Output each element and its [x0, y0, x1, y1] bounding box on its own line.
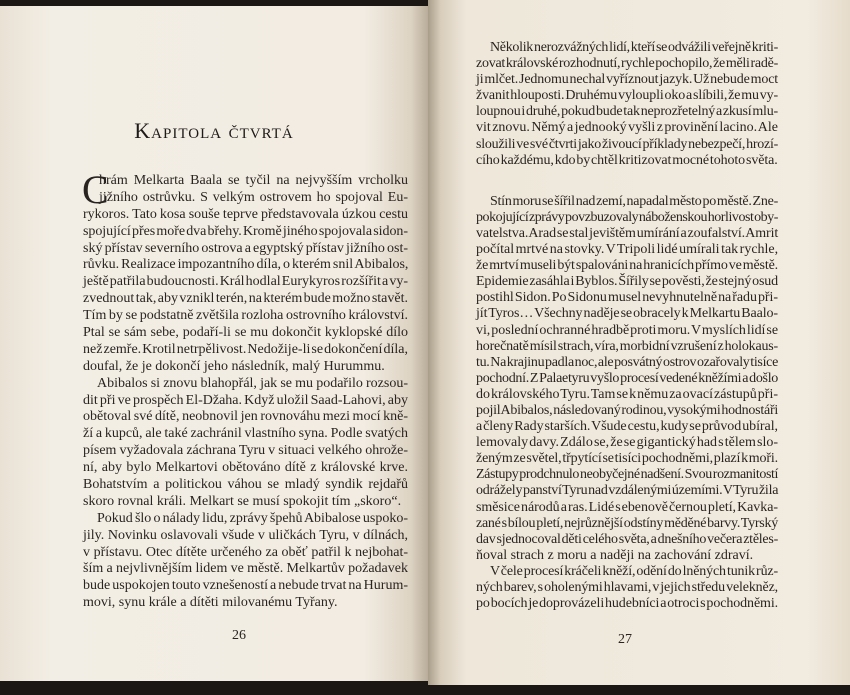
text-line: pochodní. Z Palaetyru vyšlo procesí vedené kněžími a došlo: [476, 370, 778, 386]
text-line: Tím by se podstatně zvětšila rozloha ostrovního království.: [83, 308, 408, 324]
right-page-text: [476, 40, 778, 612]
paragraph: [476, 564, 778, 612]
text-line: a členy Rady starších. Všude cestu, kudy se průvod ubíral,: [476, 419, 778, 435]
text-line: než zemře. Krotil netrpělivost. Nedožije-li se dokončení díla,: [83, 341, 408, 357]
left-page-text: [82, 167, 409, 612]
text-line: ještě patřila budoucnosti. Král hodlal Eurykyros rozšířit a vy-: [83, 274, 408, 290]
text-line: směsice národů a ras. Lidé s ebenově černou pletí, Kavka-: [476, 499, 778, 515]
text-line: do královského Tyru. Tam se k němu za ovací zástupů při-: [476, 386, 778, 402]
text-line: zovat královské rozhodnutí, rychle pochopilo, že měli radě-: [476, 56, 778, 72]
text-line: ží a kupců, ale také zachránil vlastního syna. Podle svatých: [83, 426, 408, 442]
text-line: V čele procesí kráčeli kněží, odění do lněných tunik růz-: [490, 563, 778, 579]
text-line: Několik nerozvážných lidí, kteří se odvážili veřejně kriti-: [490, 40, 778, 55]
text-line: ženým ze světel, třpytící se tisíci pochodněmi, plazí k moři.: [476, 451, 778, 467]
text-line: počítal mrtvé na stovky. V Tripoli lidé umírali tak rychle,: [476, 242, 779, 258]
text-line: pojil Abibalos, následovaný rodinou, vysokými hodnostáři: [476, 402, 778, 418]
text-line: movi, synu krále a dítěti milovanému Tyřany.: [83, 595, 338, 611]
text-line: skoro rovnal králi. Melkart se musí spokojit tím „skoro“.: [83, 493, 402, 509]
text-line: písem vyžadovala záchrana Tyru v situaci velkého ohrože-: [83, 443, 408, 459]
text-line: dav sjednocoval děti celého světa, a dnešního večera ztěles-: [476, 531, 778, 547]
text-line: obětoval své dítě, neobnovil jen rovnováhu mezi mocí kně-: [83, 409, 408, 425]
text-line: jít Tyros… Všechny naděje se obracely k Melkartu Baalo-: [476, 306, 778, 322]
text-line: postihl Sidon. Po Sidonu musel nevyhnutelně na řadu při-: [476, 290, 778, 306]
text-line: Abibalos si znovu blahopřál, jak se mu podařilo rozsou-: [97, 375, 408, 391]
text-line: žvanit hlouposti. Druhému vyloupli oko a slíbili, že mu vy-: [476, 88, 778, 104]
text-line: tu. Na krajinu padla noc, ale posvátný ostrov ozařovaly tisíce: [476, 354, 778, 370]
text-line: po bocích je doprovázeli hudebníci a otroci s pochodněmi.: [476, 596, 779, 612]
paragraph: [82, 167, 409, 376]
chapter-title: Kapitola čtvrtá: [134, 118, 294, 143]
right-page: [428, 0, 850, 685]
text-line: Stín moru se šířil nad zemí, napadal město po městě. Zne-: [490, 193, 778, 209]
text-line: růvku. Realizace impozantního díla, o kterém snil Abibalos,: [83, 257, 409, 273]
text-line: ní, aby bylo Melkartovi obětováno dítě z královské krve.: [83, 460, 408, 476]
text-line: jily. Novinku oslavovali všude v uličkách Tyru, v dílnách,: [83, 527, 408, 543]
page-number: 27: [618, 632, 632, 647]
paragraph: [83, 511, 408, 612]
text-line: loupnou i druhé, pokud bude tak neprozřetelný a zkusí mlu-: [476, 104, 778, 120]
paragraph: [476, 194, 778, 564]
text-line: zvednout tak, aby vznikl terén, na kterém bude možno stavět.: [83, 291, 408, 307]
text-line: ných barev, s oholenými hlavami, v jejich středu velekněz,: [476, 580, 778, 595]
text-line: bude uspokojen touto vznešeností a nebude trvat na Hurum-: [83, 578, 408, 594]
text-line: že mrtví museli být spalováni na hranicích přímo ve městě.: [476, 258, 778, 274]
text-line: vi, poslední ochranné hradbě proti moru. V myslích lidí se: [476, 322, 778, 338]
text-line: v přístavu. Otec dítěte určeného za oběť patřil k nejbohat-: [83, 544, 408, 560]
drop-cap: C: [82, 167, 109, 212]
text-line: ňoval strach z moru a naději na zachování zdraví.: [476, 547, 754, 563]
text-line: jižního ostrůvku. S velkým ostrovem ho spojoval Eu-: [99, 189, 408, 205]
text-line: zané s bílou pletí, nejrůznější odstíny měděné barvy. Tyrský: [476, 515, 778, 531]
text-line: hrám Melkarta Baala se tyčil na nejvyšším vrcholku: [99, 173, 408, 188]
text-line: spojující přes moře dva břehy. Kromě jiného spojovala sidon-: [83, 223, 408, 239]
left-page: [0, 6, 428, 681]
text-line: odrážely panství Tyru nad vzdálenými územími. V Tyru žila: [476, 483, 779, 499]
text-line: ším a nejvlivnějším lidem ve městě. Melkartův požadavek: [83, 561, 408, 577]
text-line: Zástupy prodchnulo neobyčejné nadšení. Svou rozmanitostí: [476, 467, 778, 483]
text-line: rykoros. Tato kosa souše teprve představovala úzkou cestu: [83, 206, 408, 222]
text-line: vatelstva. Arad se stal jevištěm umírání a zoufalství. Amrit: [476, 225, 779, 241]
text-line: pokojující zprávy povzbuzovaly náboženskou horlivost oby-: [476, 209, 778, 225]
text-line: Pokud šlo o nálady lidu, zprávy špehů Abibalose uspoko-: [97, 510, 408, 526]
text-line: ji mlčet. Jednomu nechal vyříznout jazyk. Už nebude moct: [476, 72, 778, 88]
text-line: doufal, že je dokončí jeho následník, malý Hurummu.: [83, 358, 385, 374]
text-line: horečnatě mísil strach, víra, morbidní vzrušení z holokaus-: [476, 338, 778, 354]
text-line: sloužili ve své čtvrti jako živoucí příklady nebezpečí, hrozí-: [476, 136, 778, 152]
text-line: cího každému, kdo by chtěl kritizovat mocné tohoto světa.: [476, 152, 778, 168]
paragraph: [476, 40, 778, 169]
text-line: Epidemie zasáhla i Byblos. Šířily se pověsti, že stejný osud: [476, 274, 778, 290]
text-line: lemovaly davy. Zdálo se, že se gigantický had s tělem slo-: [476, 435, 778, 451]
paragraph: [83, 376, 408, 511]
page-number: 26: [232, 628, 246, 643]
text-line: ský přístav severního ostrova a egyptský přístav jižního ost-: [83, 240, 408, 256]
text-line: vit znovu. Němý a jednooký vyšli z provinění lacino. Ale: [476, 120, 778, 136]
text-line: dit při ve prospěch El-Džaha. Když uložil Saad-Lahovi, aby: [83, 392, 408, 408]
text-line: Ptal se sám sebe, podaří-li se mu dokončit kyklopské dílo: [83, 325, 408, 341]
text-line: Bohatstvím a politickou váhou se mladý syndik rejdařů: [83, 477, 408, 493]
